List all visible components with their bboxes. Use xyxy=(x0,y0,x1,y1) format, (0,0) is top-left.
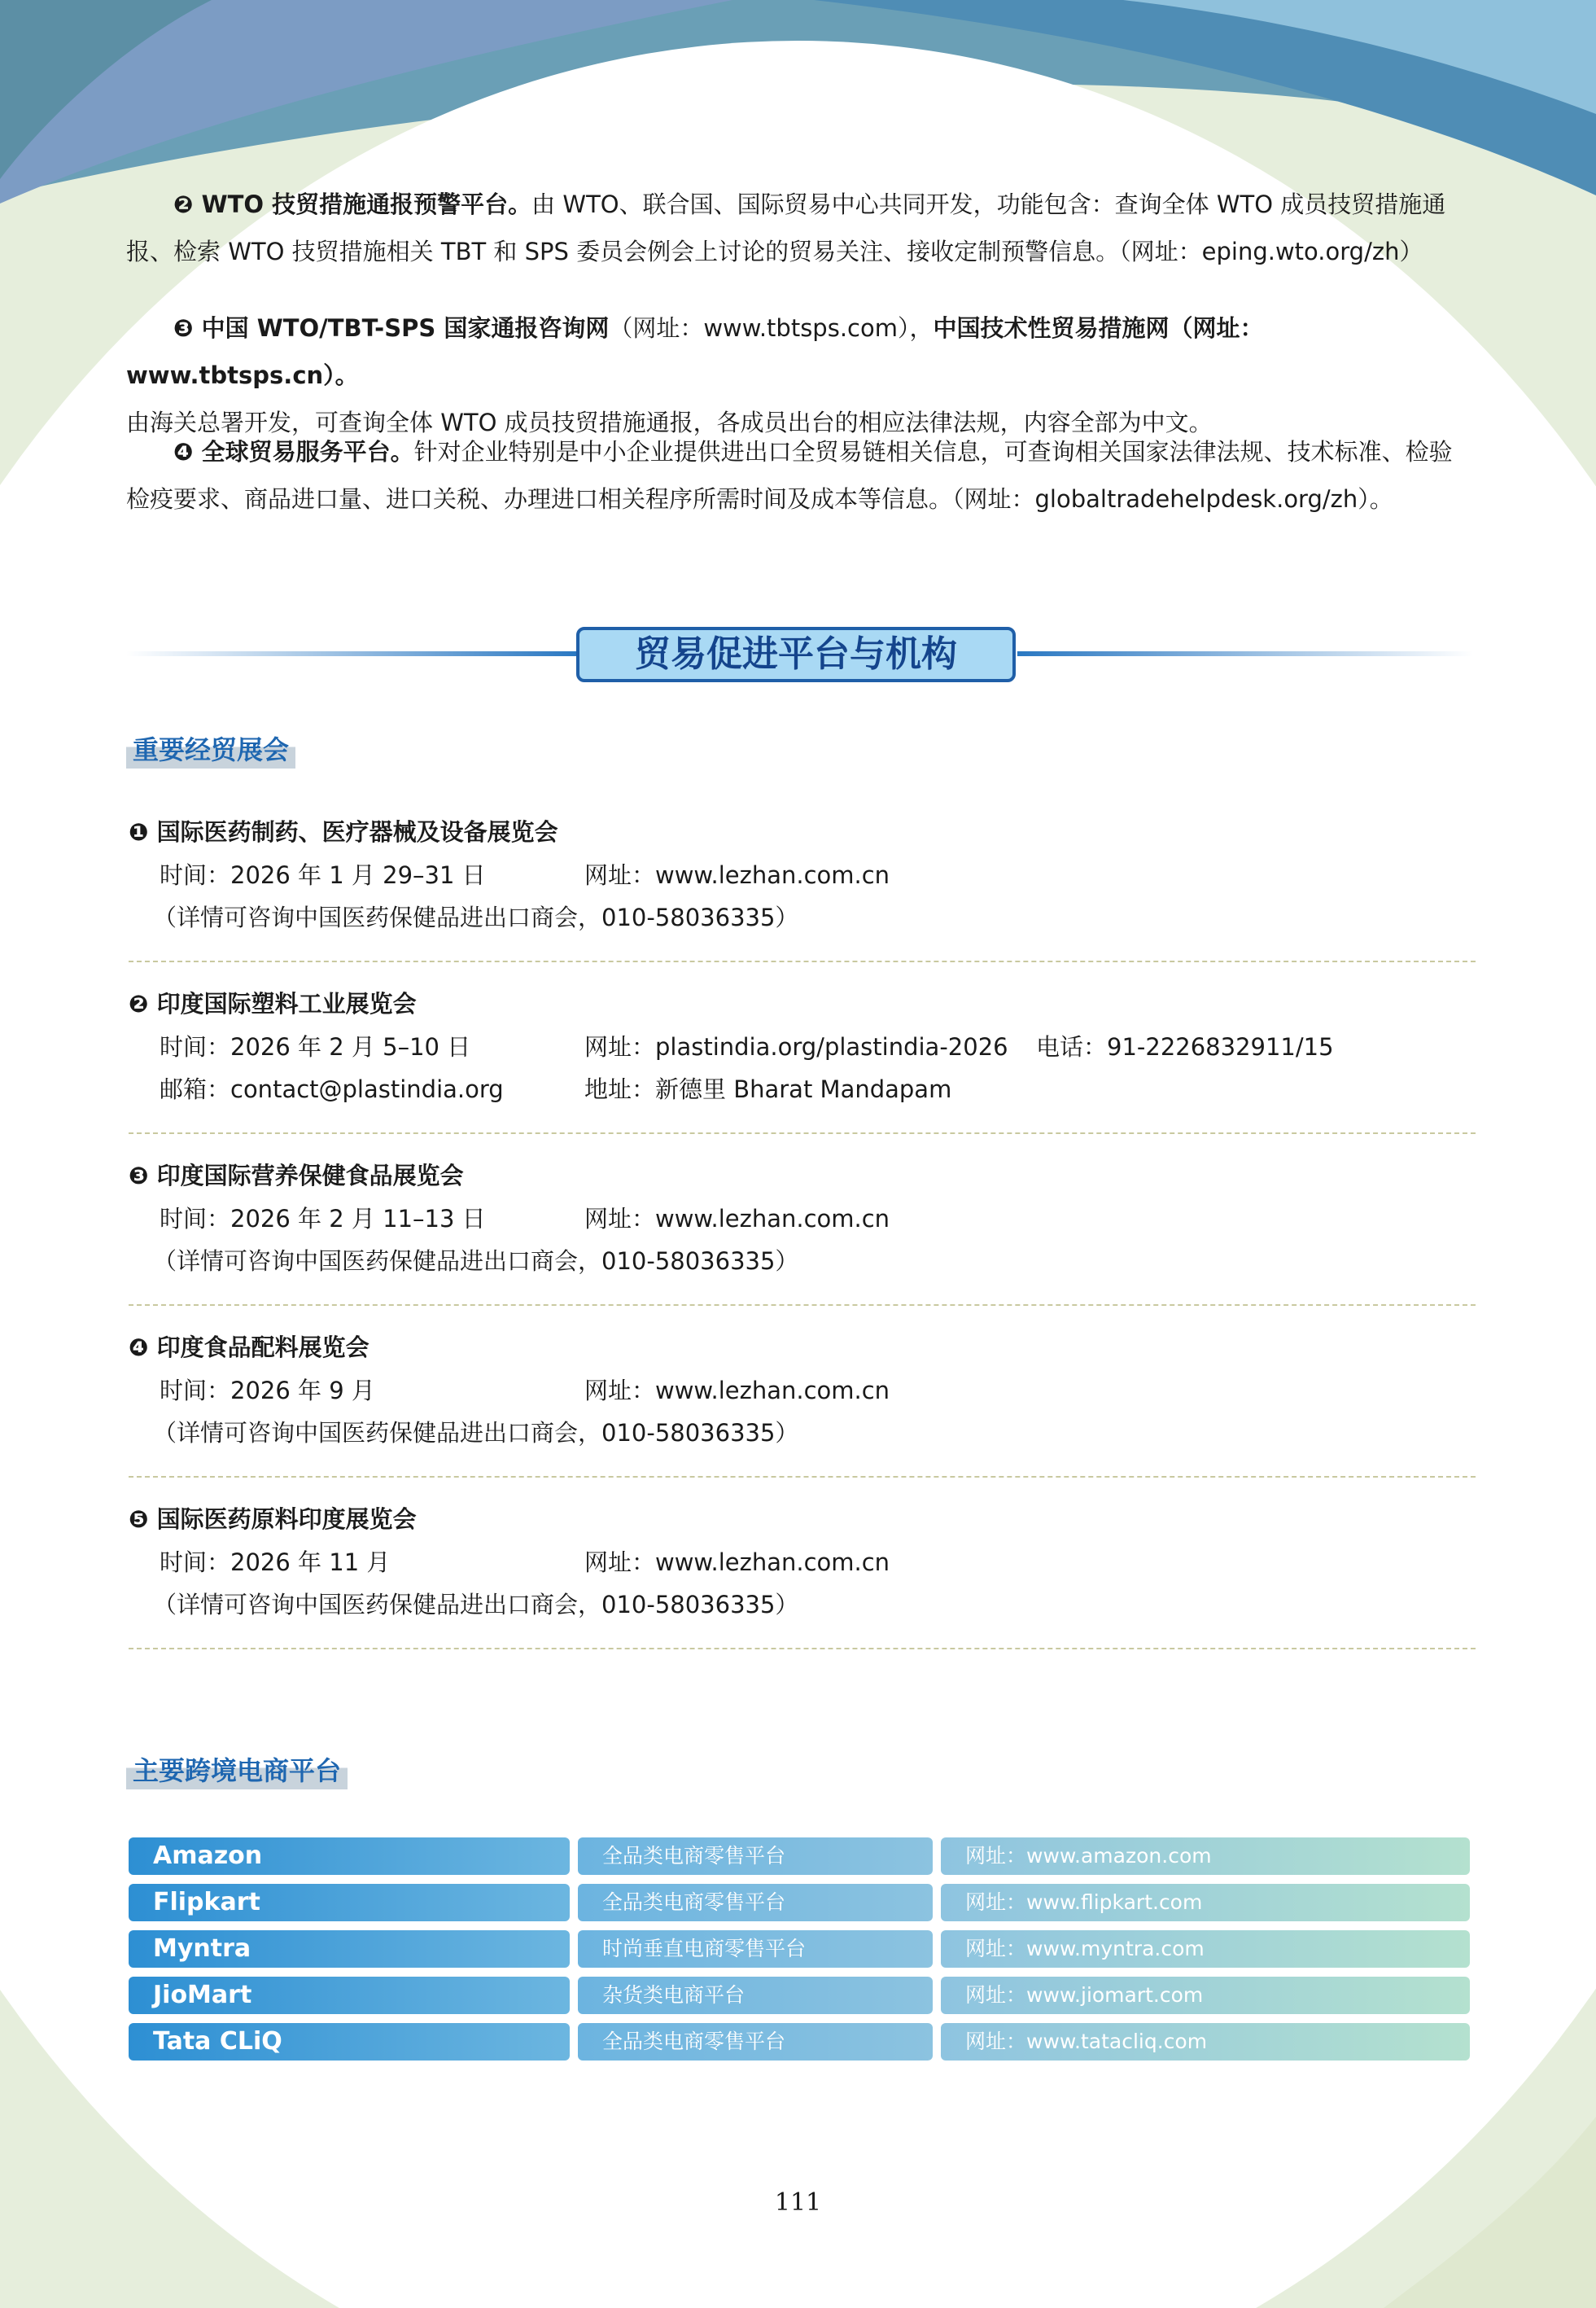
exhibition-title: ❶ 国际医药制药、医疗器械及设备展览会 xyxy=(129,818,558,846)
paragraph-global-trade-helpdesk xyxy=(126,428,1473,523)
exhibition-note: （详情可咨询中国医药保健品进出口商会，010-58036335） xyxy=(153,904,799,931)
exhibition-item xyxy=(129,1158,1476,1275)
paragraph-text: （网址：www.tbtsps.com）， xyxy=(609,314,934,342)
platform-type: 时尚垂直电商零售平台 xyxy=(578,1930,933,1968)
section-title: 贸易促进平台与机构 xyxy=(576,627,1016,682)
exhibition-note: （详情可咨询中国医药保健品进出口商会，010-58036335） xyxy=(153,1591,799,1618)
platform-row xyxy=(129,1884,1470,1921)
platform-url: 网址：www.myntra.com xyxy=(941,1930,1470,1968)
exhibition-item xyxy=(129,1501,1476,1618)
exhibition-website: 网址：www.lezhan.com.cn xyxy=(584,861,890,889)
page-number: 111 xyxy=(774,2188,822,2217)
platform-name: Tata CLiQ xyxy=(129,2023,570,2061)
exhibition-note: （详情可咨询中国医药保健品进出口商会，010-58036335） xyxy=(153,1247,799,1275)
platform-name: JioMart xyxy=(129,1977,570,2014)
exhibition-time: 时间：2026 年 2 月 11–13 日 xyxy=(160,1205,486,1233)
platform-type: 杂货类电商平台 xyxy=(578,1977,933,2014)
platform-url: 网址：www.jiomart.com xyxy=(941,1977,1470,2014)
exhibition-title: ❷ 印度国际塑料工业展览会 xyxy=(129,990,417,1018)
exhibition-title: ❸ 印度国际营养保健食品展览会 xyxy=(129,1162,464,1189)
platform-row xyxy=(129,2023,1470,2061)
exhibition-website: 网址：plastindia.org/plastindia-2026 xyxy=(584,1033,1008,1061)
exhibition-website: 网址：www.lezhan.com.cn xyxy=(584,1548,890,1576)
exhibition-title: ❺ 国际医药原料印度展览会 xyxy=(129,1505,417,1533)
paragraph-lead: ❷ WTO 技贸措施通报预警平台。 xyxy=(173,191,532,218)
paragraph-tbtsps xyxy=(126,304,1473,446)
exhibition-website: 网址：www.lezhan.com.cn xyxy=(584,1377,890,1404)
platform-name: Amazon xyxy=(129,1837,570,1875)
platform-type: 全品类电商零售平台 xyxy=(578,1884,933,1921)
platform-name: Myntra xyxy=(129,1930,570,1968)
exhibition-item xyxy=(129,814,1476,931)
platform-url: 网址：www.tatacliq.com xyxy=(941,2023,1470,2061)
platform-name: Flipkart xyxy=(129,1884,570,1921)
exhibition-title: ❹ 印度食品配料展览会 xyxy=(129,1334,369,1361)
separator xyxy=(129,1304,1476,1306)
platform-type: 全品类电商零售平台 xyxy=(578,2023,933,2061)
paragraph-lead: ❸ 中国 WTO/TBT-SPS 国家通报咨询网 xyxy=(173,314,610,342)
exhibition-time: 时间：2026 年 1 月 29–31 日 xyxy=(160,861,486,889)
platforms-heading: 主要跨境电商平台 xyxy=(126,1750,348,1789)
paragraph-lead-secondary: 中国技术性贸易措施网 xyxy=(933,314,1170,342)
exhibition-item xyxy=(129,986,1476,1103)
exhibitions-heading: 重要经贸展会 xyxy=(126,729,295,769)
exhibition-time: 时间：2026 年 9 月 xyxy=(160,1377,375,1404)
platform-url: 网址：www.amazon.com xyxy=(941,1837,1470,1875)
exhibition-item xyxy=(129,1329,1476,1447)
paragraph-lead: ❹ 全球贸易服务平台。 xyxy=(173,438,414,466)
platform-row xyxy=(129,1930,1470,1968)
separator xyxy=(129,1476,1476,1478)
paragraph-text: 由 WTO、联合国、国际贸易中心共同开发，功能包含：查询全体 WTO 成员技贸措施通报、检索 WTO 技贸措施相关 TBT 和 SPS 委员会例会上讨论的贸易关注、接收定制预警信息。（网址：eping.wto.org/zh） xyxy=(126,191,1446,265)
exhibition-website: 网址：www.lezhan.com.cn xyxy=(584,1205,890,1233)
platform-row xyxy=(129,1977,1470,2014)
banner-line-right xyxy=(1017,651,1473,656)
platform-url: 网址：www.flipkart.com xyxy=(941,1884,1470,1921)
separator xyxy=(129,1132,1476,1134)
exhibition-phone: 电话：91-2226832911/15 xyxy=(1036,1033,1334,1061)
paragraph-text: 针对企业特别是中小企业提供进出口全贸易链相关信息，可查询相关国家法律法规、技术标准、检验检疫要求、商品进口量、进口关税、办理进口相关程序所需时间及成本等信息。（网址：globaltradehelpdesk.org/zh）。 xyxy=(126,438,1453,513)
exhibition-email: 邮箱：contact@plastindia.org xyxy=(160,1075,504,1103)
paragraph-wto-eping xyxy=(126,181,1473,275)
exhibition-note: （详情可咨询中国医药保健品进出口商会，010-58036335） xyxy=(153,1419,799,1447)
paragraph-text-url: （网址：www.tbtsps.cn）。 xyxy=(126,314,1264,389)
banner-line-left xyxy=(126,651,578,656)
paragraph-text-continued: 由海关总署开发，可查询全体 WTO 成员技贸措施通报，各成员出台的相应法律法规，内容全部为中文。 xyxy=(126,409,1213,436)
exhibition-time: 时间：2026 年 2 月 5–10 日 xyxy=(160,1033,471,1061)
platform-type: 全品类电商零售平台 xyxy=(578,1837,933,1875)
exhibition-time: 时间：2026 年 11 月 xyxy=(160,1548,391,1576)
separator xyxy=(129,1648,1476,1649)
platform-row xyxy=(129,1837,1470,1875)
separator xyxy=(129,961,1476,962)
exhibition-address: 地址：新德里 Bharat Mandapam xyxy=(584,1075,952,1103)
